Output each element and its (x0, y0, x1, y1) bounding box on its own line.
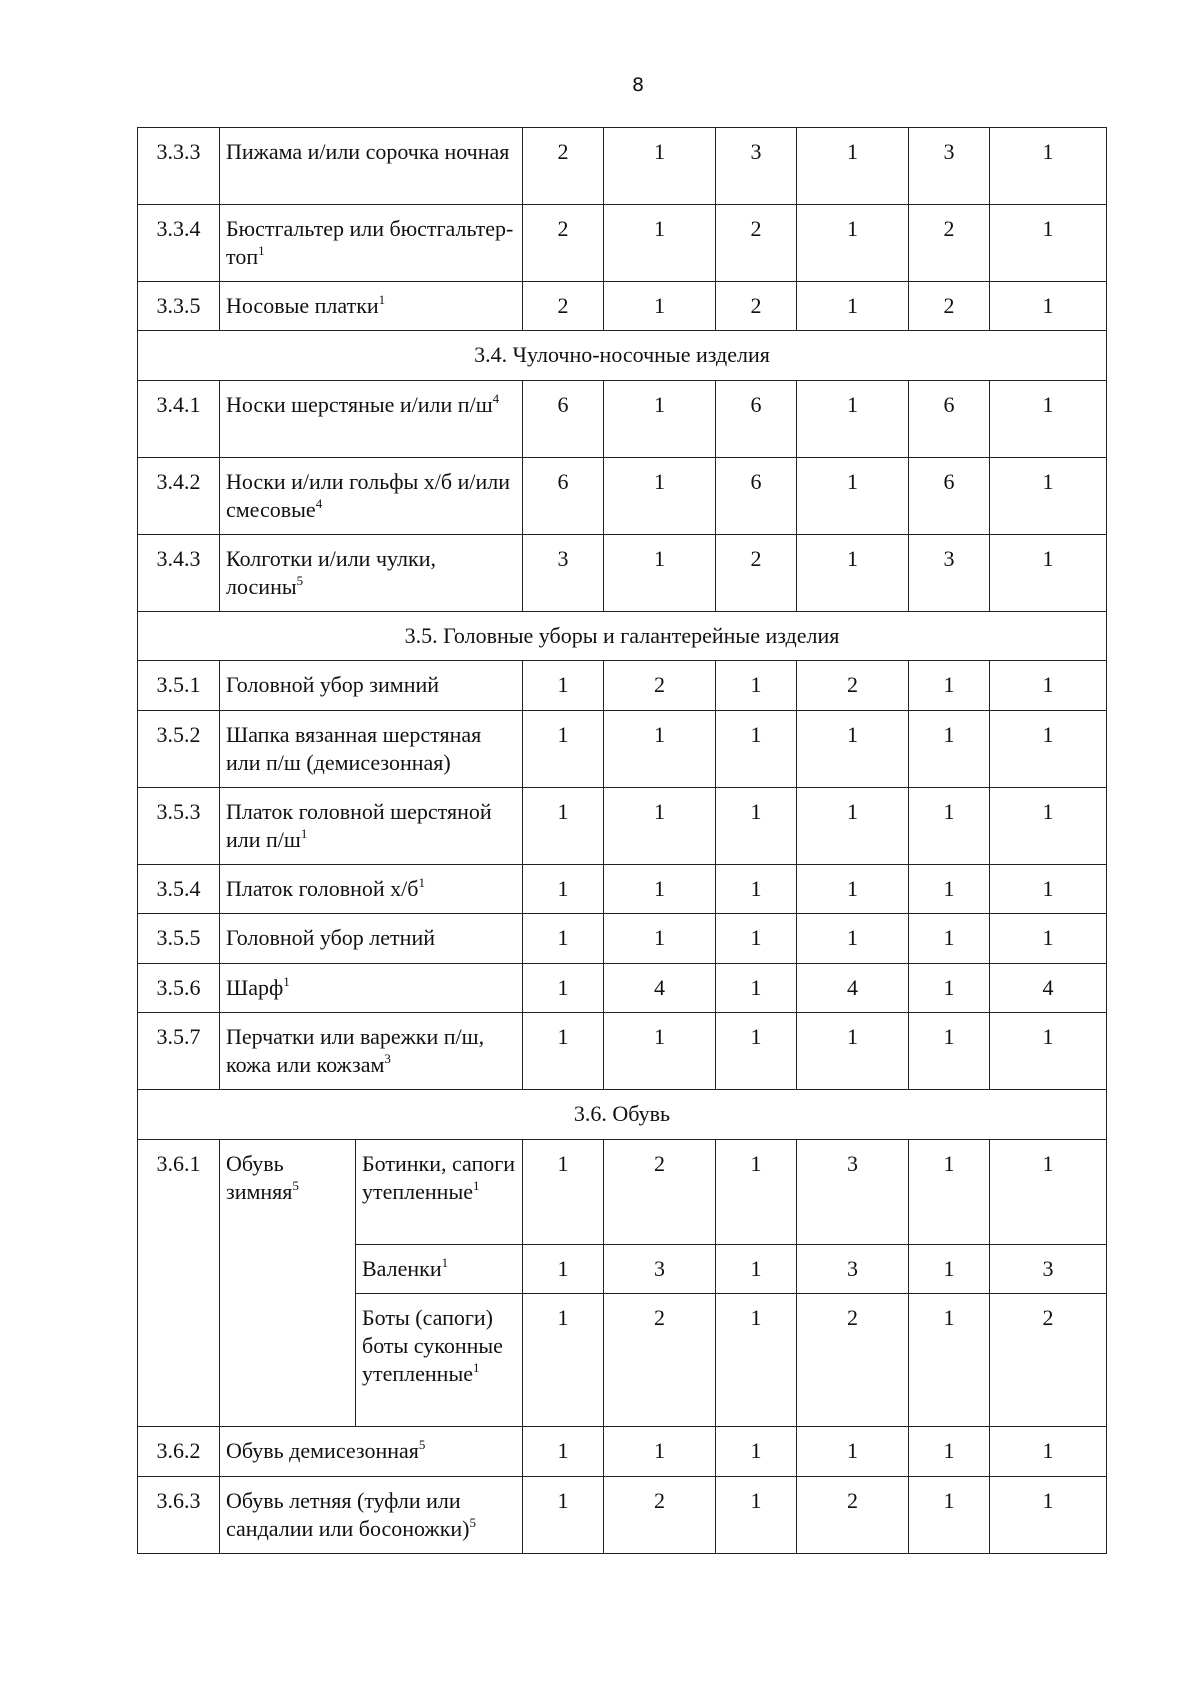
value-cell: 3 (604, 1245, 716, 1294)
item-code: 3.5.3 (138, 788, 220, 865)
value-cell: 3 (797, 1245, 909, 1294)
item-code: 3.3.3 (138, 128, 220, 205)
item-name: Носки шерстяные и/или п/ш (226, 392, 493, 417)
value-cell: 3 (523, 535, 604, 612)
value-cell: 1 (990, 1013, 1107, 1090)
item-name: Головной убор зимний (226, 672, 440, 697)
value-cell: 1 (716, 1477, 797, 1554)
item-name: Платок головной х/б (226, 876, 419, 901)
value-cell: 1 (716, 1427, 797, 1477)
value-cell: 1 (523, 1013, 604, 1090)
value-cell: 1 (990, 1427, 1107, 1477)
item-name: Перчатки или варежки п/ш, кожа или кожзам (226, 1024, 485, 1077)
table-row (138, 128, 1107, 205)
value-cell: 1 (604, 711, 716, 788)
table-row (138, 661, 1107, 711)
value-cell: 4 (604, 964, 716, 1013)
value-cell: 1 (909, 661, 990, 711)
item-code: 3.6.3 (138, 1477, 220, 1554)
section-title: 3.6. Обувь (138, 1090, 1107, 1140)
item-name-cell (220, 788, 523, 865)
value-cell: 1 (716, 711, 797, 788)
item-code: 3.5.2 (138, 711, 220, 788)
table-row (138, 1427, 1107, 1477)
item-code: 3.6.1 (138, 1140, 220, 1427)
value-cell: 2 (990, 1294, 1107, 1427)
footnote-ref: 5 (418, 1437, 426, 1452)
item-name-cell (220, 205, 523, 282)
item-code: 3.4.3 (138, 535, 220, 612)
value-cell: 1 (909, 1427, 990, 1477)
page-number: 8 (631, 74, 645, 96)
item-name-cell (220, 128, 523, 205)
value-cell: 1 (523, 914, 604, 964)
value-cell: 3 (990, 1245, 1107, 1294)
value-cell: 1 (604, 535, 716, 612)
value-cell: 1 (523, 711, 604, 788)
item-name-cell (220, 914, 523, 964)
item-name: Платок головной шерстяной или п/ш (226, 799, 492, 852)
item-name: Головной убор летний (226, 925, 435, 950)
item-code: 3.5.6 (138, 964, 220, 1013)
table-row (138, 535, 1107, 612)
value-cell: 1 (797, 1013, 909, 1090)
item-name: Обувь летняя (туфли или сандалии или босоножки) (226, 1488, 470, 1541)
value-cell: 2 (797, 661, 909, 711)
value-cell: 1 (990, 381, 1107, 458)
footnote-ref: 1 (283, 974, 290, 989)
value-cell: 2 (604, 1294, 716, 1427)
value-cell: 6 (909, 458, 990, 535)
item-code: 3.6.2 (138, 1427, 220, 1477)
item-name-cell (356, 1245, 523, 1294)
value-cell: 1 (990, 535, 1107, 612)
value-cell: 1 (990, 711, 1107, 788)
value-cell: 1 (523, 1477, 604, 1554)
value-cell: 1 (909, 1294, 990, 1427)
item-name-cell (220, 458, 523, 535)
item-name: Шарф (226, 975, 284, 1000)
value-cell: 1 (716, 865, 797, 914)
value-cell: 1 (604, 128, 716, 205)
value-cell: 1 (604, 381, 716, 458)
value-cell: 1 (604, 788, 716, 865)
value-cell: 2 (604, 661, 716, 711)
footnote-ref: 5 (296, 573, 304, 588)
value-cell: 1 (990, 458, 1107, 535)
value-cell: 2 (909, 205, 990, 282)
value-cell: 1 (604, 458, 716, 535)
value-cell: 6 (716, 381, 797, 458)
footnote-ref: 5 (469, 1515, 476, 1530)
value-cell: 1 (523, 1294, 604, 1427)
item-name: Боты (сапоги) боты суконные утепленные (362, 1305, 503, 1386)
value-cell: 1 (909, 1477, 990, 1554)
table-row (138, 458, 1107, 535)
value-cell: 1 (797, 282, 909, 331)
item-name: Шапка вязанная шерстяная или п/ш (демисезонная) (226, 722, 482, 775)
section-header-row (138, 1090, 1107, 1140)
section-header-row (138, 331, 1107, 381)
footnote-ref: 1 (418, 875, 425, 890)
footnote-ref: 1 (473, 1360, 480, 1375)
item-code: 3.5.4 (138, 865, 220, 914)
footnote-ref: 4 (492, 391, 500, 406)
value-cell: 1 (909, 711, 990, 788)
value-cell: 1 (716, 1140, 797, 1245)
value-cell: 1 (523, 1140, 604, 1245)
value-cell: 1 (523, 1245, 604, 1294)
value-cell: 1 (523, 865, 604, 914)
value-cell: 4 (990, 964, 1107, 1013)
item-name-cell (220, 1013, 523, 1090)
value-cell: 1 (523, 661, 604, 711)
section-title: 3.4. Чулочно-носочные изделия (138, 331, 1107, 381)
item-code: 3.3.5 (138, 282, 220, 331)
footnote-ref: 1 (473, 1178, 480, 1193)
table-row (138, 381, 1107, 458)
value-cell: 1 (909, 914, 990, 964)
value-cell: 2 (523, 205, 604, 282)
item-name: Пижама и/или сорочка ночная (226, 139, 510, 164)
value-cell: 2 (604, 1477, 716, 1554)
value-cell: 1 (797, 205, 909, 282)
value-cell: 6 (523, 458, 604, 535)
value-cell: 3 (716, 128, 797, 205)
value-cell: 6 (523, 381, 604, 458)
value-cell: 2 (797, 1477, 909, 1554)
item-name: Валенки (362, 1256, 442, 1281)
section-title: 3.5. Головные уборы и галантерейные изделия (138, 612, 1107, 661)
value-cell: 1 (797, 458, 909, 535)
value-cell: 2 (716, 535, 797, 612)
value-cell: 1 (990, 128, 1107, 205)
value-cell: 2 (604, 1140, 716, 1245)
section-header-row (138, 612, 1107, 661)
value-cell: 1 (716, 1013, 797, 1090)
footnote-ref: 1 (300, 826, 308, 841)
item-name-cell (220, 964, 523, 1013)
item-code: 3.5.7 (138, 1013, 220, 1090)
value-cell: 1 (909, 865, 990, 914)
item-name-cell (220, 535, 523, 612)
value-cell: 1 (604, 914, 716, 964)
value-cell: 1 (990, 205, 1107, 282)
value-cell: 1 (523, 964, 604, 1013)
value-cell: 1 (797, 535, 909, 612)
item-name: Ботинки, сапоги утепленные (362, 1151, 516, 1204)
table-row (138, 1013, 1107, 1090)
value-cell: 2 (523, 282, 604, 331)
footnote-ref: 1 (441, 1255, 449, 1270)
table-row (138, 205, 1107, 282)
value-cell: 2 (909, 282, 990, 331)
table-row (138, 964, 1107, 1013)
table-row (138, 711, 1107, 788)
item-name-cell (220, 282, 523, 331)
table-row (138, 282, 1107, 331)
value-cell: 1 (604, 1427, 716, 1477)
item-code: 3.5.5 (138, 914, 220, 964)
item-name-cell (220, 865, 523, 914)
footnote-ref: 5 (292, 1178, 299, 1193)
item-code: 3.3.4 (138, 205, 220, 282)
footnote-ref: 1 (258, 243, 265, 258)
value-cell: 2 (716, 205, 797, 282)
value-cell: 3 (909, 535, 990, 612)
table-row (138, 914, 1107, 964)
item-code: 3.4.1 (138, 381, 220, 458)
value-cell: 1 (797, 711, 909, 788)
table-row (138, 1140, 1107, 1245)
value-cell: 1 (990, 661, 1107, 711)
value-cell: 1 (990, 865, 1107, 914)
footnote-ref: 4 (315, 496, 323, 511)
value-cell: 6 (909, 381, 990, 458)
value-cell: 1 (716, 914, 797, 964)
value-cell: 1 (909, 1013, 990, 1090)
footnote-ref: 1 (378, 292, 386, 307)
item-code: 3.5.1 (138, 661, 220, 711)
item-name: Обувь демисезонная (226, 1438, 419, 1463)
table-row (138, 865, 1107, 914)
value-cell: 1 (797, 381, 909, 458)
value-cell: 1 (990, 282, 1107, 331)
value-cell: 2 (797, 1294, 909, 1427)
item-name-cell (356, 1294, 523, 1427)
value-cell: 1 (797, 1427, 909, 1477)
value-cell: 1 (797, 865, 909, 914)
value-cell: 1 (990, 914, 1107, 964)
value-cell: 1 (716, 788, 797, 865)
value-cell: 4 (797, 964, 909, 1013)
value-cell: 1 (797, 788, 909, 865)
value-cell: 1 (716, 1245, 797, 1294)
value-cell: 1 (990, 788, 1107, 865)
item-name: Носки и/или гольфы х/б и/или смесовые (226, 469, 511, 522)
value-cell: 1 (604, 865, 716, 914)
value-cell: 1 (909, 1140, 990, 1245)
item-name-cell (356, 1140, 523, 1245)
value-cell: 1 (909, 788, 990, 865)
item-name-cell (220, 381, 523, 458)
table-body (138, 128, 1107, 1554)
item-name: Бюстгальтер или бюстгальтер-топ (226, 216, 514, 269)
item-name-cell (220, 1477, 523, 1554)
item-name-cell (220, 1427, 523, 1477)
item-group-name: Обувь зимняя (226, 1151, 293, 1204)
value-cell: 6 (716, 458, 797, 535)
value-cell: 1 (604, 205, 716, 282)
value-cell: 3 (909, 128, 990, 205)
item-group-cell (220, 1140, 356, 1427)
value-cell: 1 (909, 1245, 990, 1294)
item-name: Носовые платки (226, 293, 379, 318)
item-code: 3.4.2 (138, 458, 220, 535)
value-cell: 1 (604, 282, 716, 331)
value-cell: 1 (716, 1294, 797, 1427)
item-name-cell (220, 661, 523, 711)
item-name-cell (220, 711, 523, 788)
norms-table (137, 127, 1107, 1554)
footnote-ref: 3 (384, 1051, 391, 1066)
value-cell: 1 (797, 128, 909, 205)
value-cell: 3 (797, 1140, 909, 1245)
value-cell: 1 (716, 964, 797, 1013)
value-cell: 1 (523, 788, 604, 865)
value-cell: 2 (716, 282, 797, 331)
value-cell: 1 (909, 964, 990, 1013)
value-cell: 1 (604, 1013, 716, 1090)
table-row (138, 1477, 1107, 1554)
item-name: Колготки и/или чулки, лосины (226, 546, 436, 599)
value-cell: 1 (990, 1477, 1107, 1554)
value-cell: 1 (797, 914, 909, 964)
value-cell: 1 (990, 1140, 1107, 1245)
value-cell: 1 (523, 1427, 604, 1477)
value-cell: 2 (523, 128, 604, 205)
table-row (138, 788, 1107, 865)
value-cell: 1 (716, 661, 797, 711)
